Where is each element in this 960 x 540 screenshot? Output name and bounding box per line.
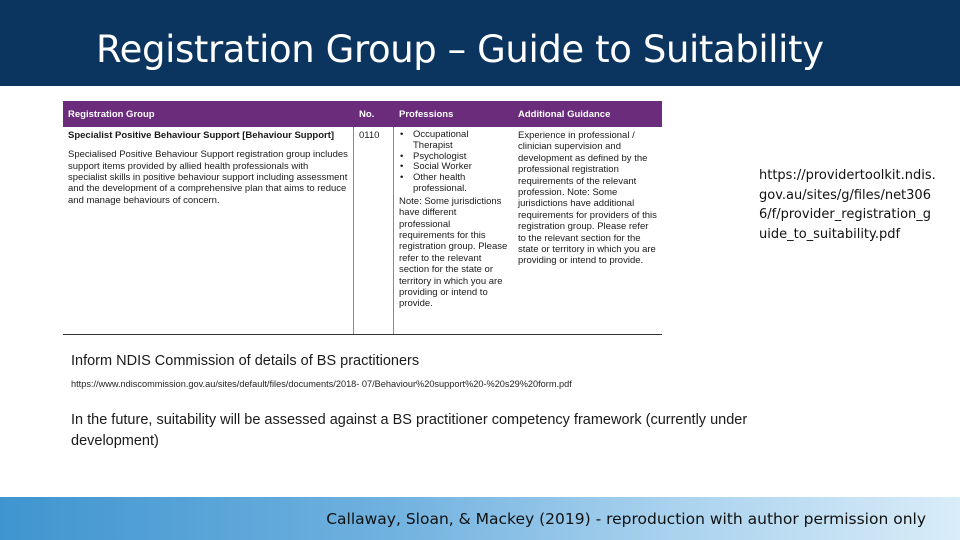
list-item: • Psychologist [399,152,508,163]
professions-list [399,130,508,195]
cell-professions [394,127,513,334]
footer-bar [0,497,960,540]
provider-toolkit-link[interactable] [759,166,939,244]
cell-number: 0110 [354,127,394,334]
header-number: No. [359,109,375,120]
header-additional-guidance: Additional Guidance [518,109,611,120]
registration-table [63,101,662,335]
table-header-row [63,101,662,127]
inform-text: Inform NDIS Commission of details of BS practitioners [71,353,420,369]
future-text: In the future, suitability will be assessed against a BS practitioner competency framework (currently under development) [71,412,748,449]
cell-registration-group [63,127,354,334]
provider-toolkit-url[interactable]: https://providertoolkit.ndis.gov.au/sites/g/files/net3066/f/provider_registration_guide_to_suitability.pdf [759,168,936,242]
commission-form-link[interactable]: https://www.ndiscommission.gov.au/sites/default/files/documents/2018- 07/Behaviour%20support%20-%20s29%20form.pdf [71,379,572,389]
header-registration-group: Registration Group [68,109,155,120]
footer-citation: Callaway, Sloan, & Mackey (2019) - reproduction with author permission only [326,510,926,528]
group-name: Specialist Positive Behaviour Support [Behaviour Support] [68,130,335,141]
title-bar [0,0,960,86]
group-description: Specialised Positive Behaviour Support registration group includes support items provided by allied health professionals with specialist skills in positive behaviour support including assessment and the development of a comprehensive plan that aims to reduce and manage behaviours of concern. [68,149,348,206]
list-item: • Other health professional. [399,173,508,195]
list-item: • Occupational Therapist [399,130,508,152]
cell-additional-guidance: Experience in professional / clinician supervision and development as defined by the professional registration requirements of the relevant profession. Note: Some jurisdictions have additional requirements for providers of this registration group. Please refer to the relevant section for the state or territory in which you are providing or intend to provide. [518,130,657,267]
table-row [63,127,662,334]
list-item: • Social Worker [399,162,508,173]
professions-note: Note: Some jurisdictions have different professional requirements for this registration group. Please refer to the relevant section for the state or territory in which you are providing or intend to provide. [399,195,508,310]
header-professions: Professions [399,109,454,120]
page-title: Registration Group – Guide to Suitability [96,28,824,71]
